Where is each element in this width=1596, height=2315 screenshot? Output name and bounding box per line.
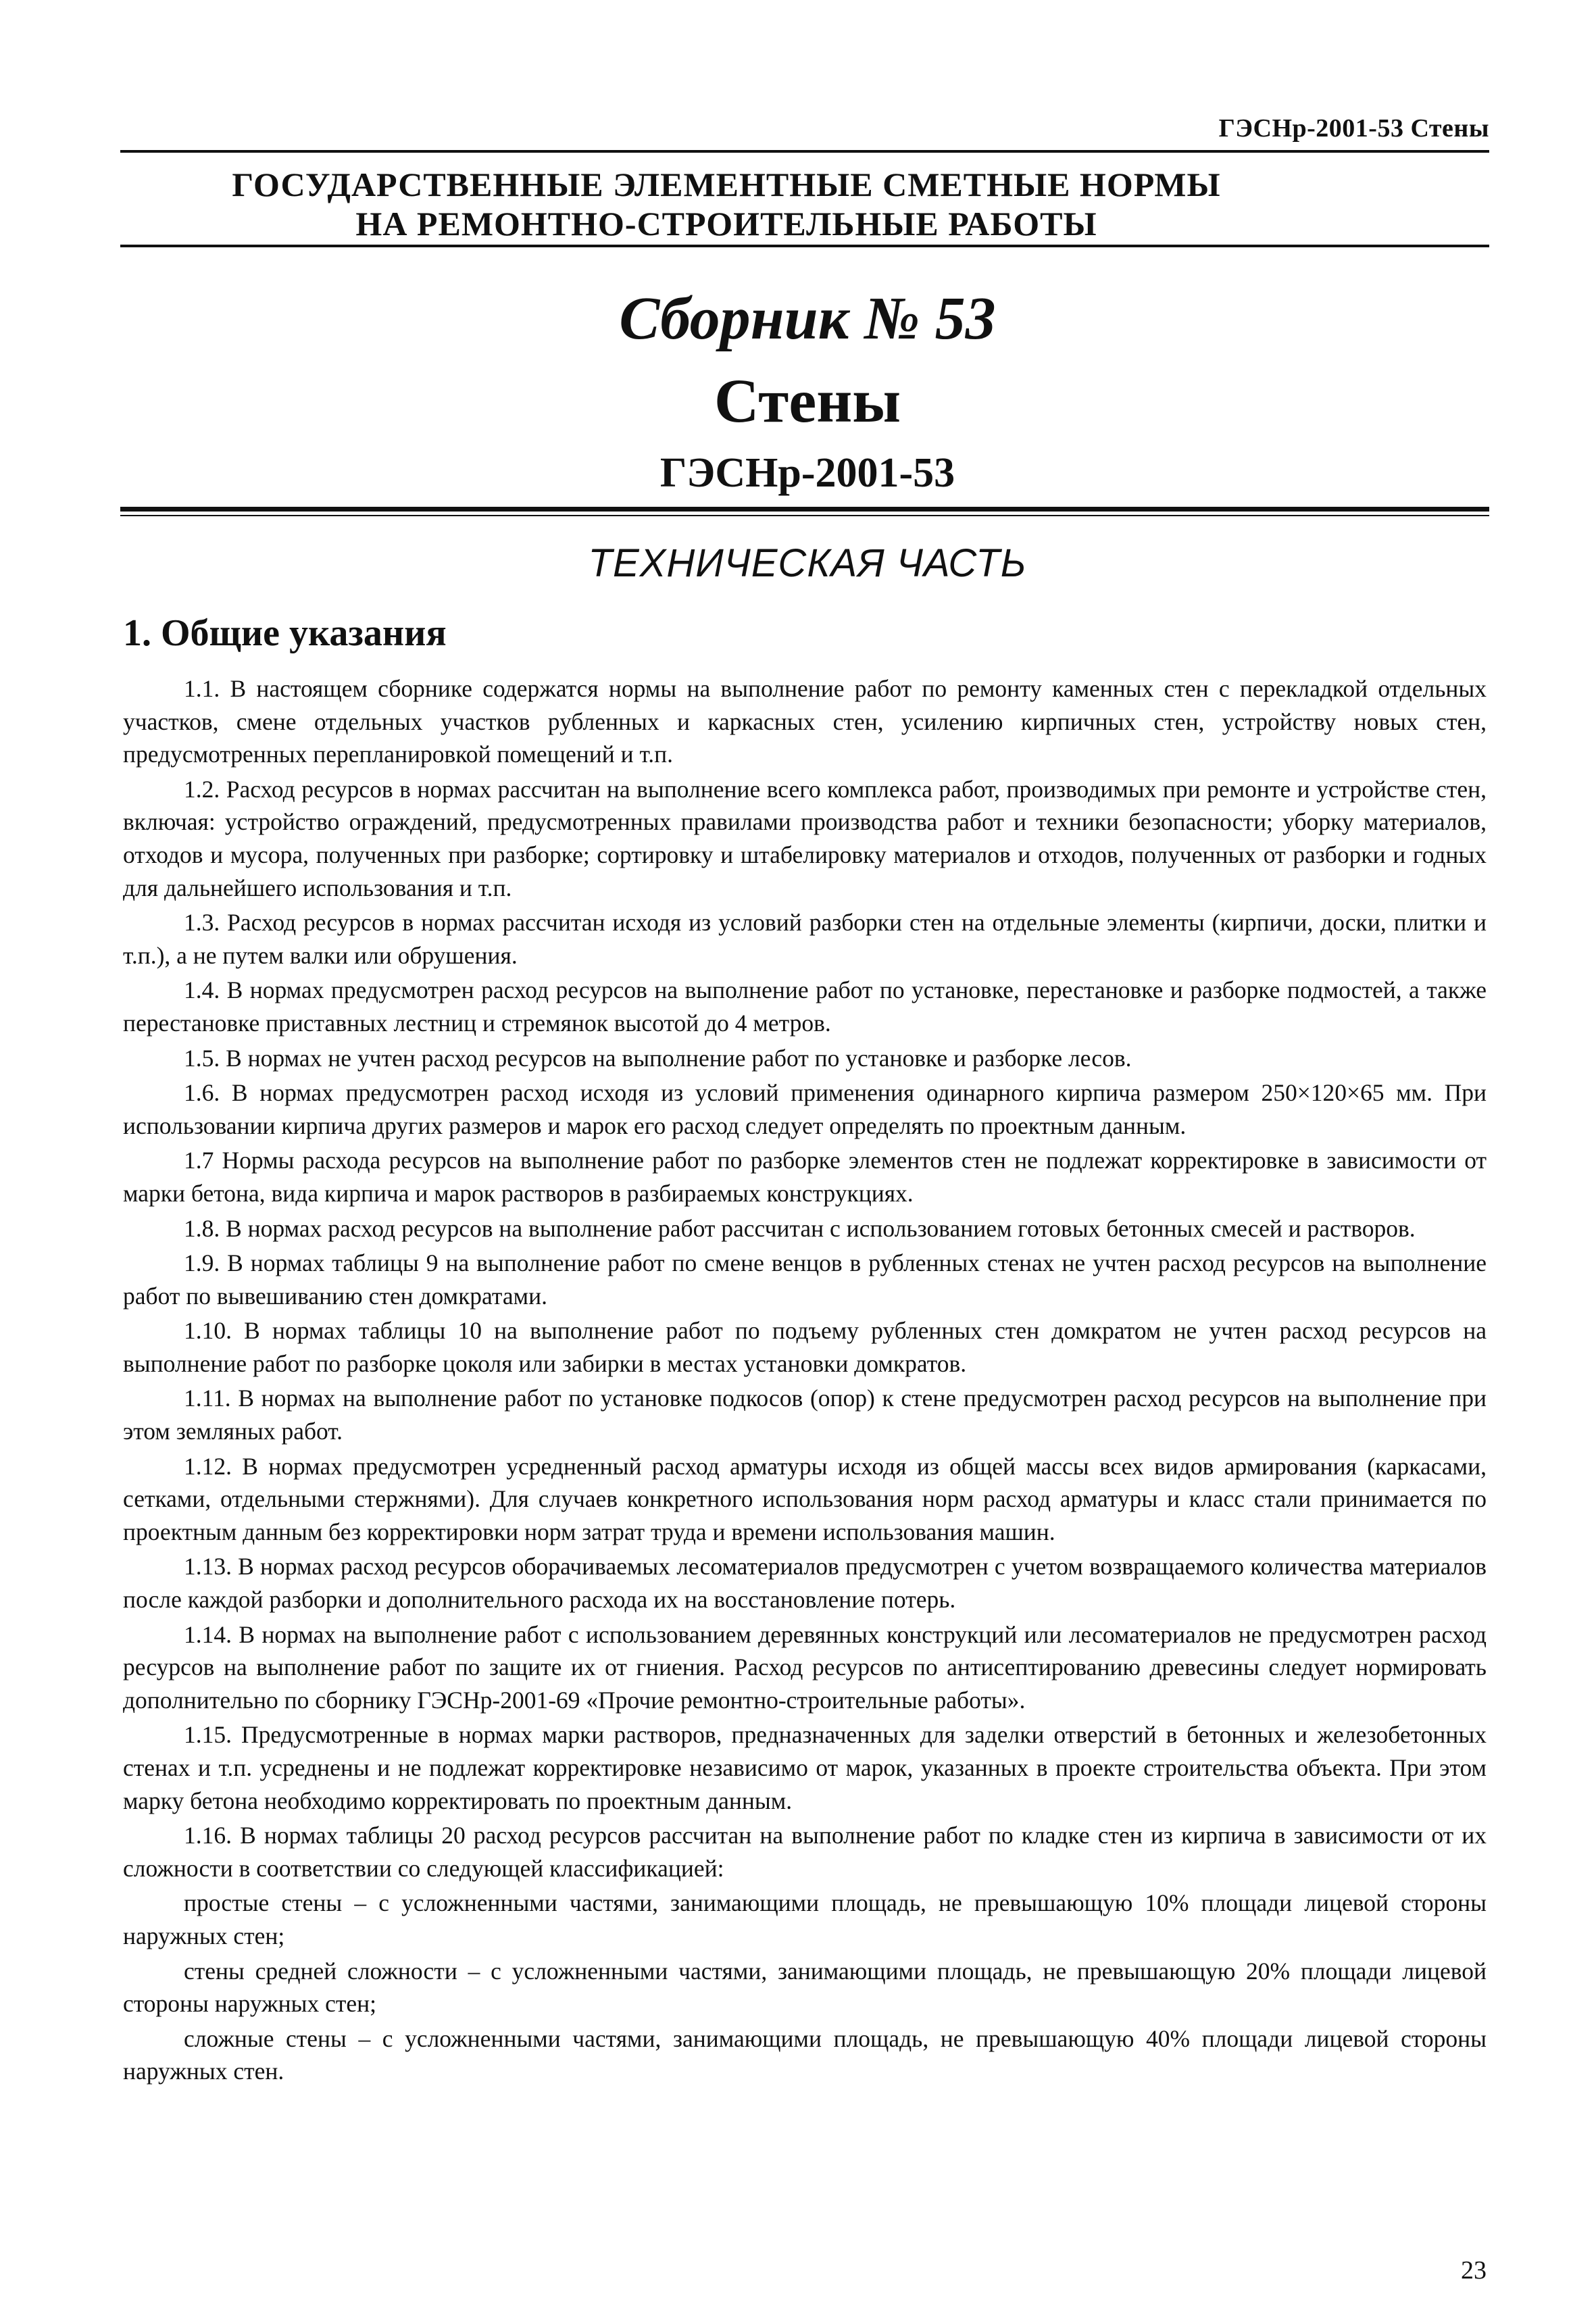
paragraph-1-14: 1.14. В нормах на выполнение работ с использованием деревянных конструкций или лесоматериалов не предусмотрен расход ресурсов на выполнение работ по защите их от гниения. Расход ресурсов по антисептированию древесины следует нормировать дополнительно по сборнику ГЭСНр-2001-69 «Прочие ремонтно-строительные работы». xyxy=(123,1620,1487,1714)
paragraph-1-5: 1.5. В нормах не учтен расход ресурсов на выполнение работ по установке и разборке лесов. xyxy=(184,1044,1132,1072)
paragraph-1-12: 1.12. В нормах предусмотрен усредненный расход арматуры исходя из общей массы всех видов армирования (каркасами, сетками, отдельными стержнями). Для случаев конкретного использования норм расход арматуры и класс стали принимается по проектным данным без корректировки норм затрат труда и времени использования машин. xyxy=(123,1452,1487,1545)
paragraph-1-10: 1.10. В нормах таблицы 10 на выполнение работ по подъему рубленных стен домкратом не учтен расход ресурсов на выполнение работ по разборке цоколя или забирки в местах установки домкратов. xyxy=(123,1317,1487,1377)
collection-title: Стены xyxy=(714,366,901,435)
paragraph-1-1: 1.1. В настоящем сборнике содержатся нормы на выполнение работ по ремонту каменных стен с перекладкой отдельных участков, смене отдельных участков рубленных и каркасных стен, усилению кирпичных стен, устройству новых стен, предусмотренных перепланировкой помещений и т.п. xyxy=(123,675,1487,768)
technical-part-heading: ТЕХНИЧЕСКАЯ ЧАСТЬ xyxy=(588,541,1027,585)
paragraph-1-9: 1.9. В нормах таблицы 9 на выполнение работ по смене венцов в рубленных стенах не учтен расход ресурсов на выполнение работ по вывешиванию стен домкратами. xyxy=(123,1249,1487,1310)
body-text xyxy=(123,672,1487,2088)
paragraph-1-3: 1.3. Расход ресурсов в нормах рассчитан исходя из условий разборки стен на отдельные элементы (кирпичи, доски, плитки и т.п.), а не путем валки или обрушения. xyxy=(123,909,1487,969)
collection-code: ГЭСНр-2001-53 xyxy=(659,450,955,496)
main-heading xyxy=(122,165,1331,243)
classification-complex-walls: сложные стены – с усложненными частями, занимающими площадь, не превышающую 40% площади лицевой стороны наружных стен. xyxy=(123,2024,1487,2085)
paragraph-1-4: 1.4. В нормах предусмотрен расход ресурсов на выполнение работ по установке, перестановке и разборке подмостей, а также перестановке приставных лестниц и стремянок высотой до 4 метров. xyxy=(123,976,1487,1037)
classification-simple-walls: простые стены – с усложненными частями, занимающими площадь, не превышающую 10% площади лицевой стороны наружных стен; xyxy=(123,1889,1487,1949)
paragraph-1-6: 1.6. В нормах предусмотрен расход исходя из условий применения одинарного кирпича размером 250×120×65 мм. При использовании кирпича других размеров и марок его расход следует определять по проектным данным. xyxy=(123,1079,1487,1139)
paragraph-1-11: 1.11. В нормах на выполнение работ по установке подкосов (опор) к стене предусмотрен расход ресурсов на выполнение при этом земляных работ. xyxy=(123,1385,1487,1445)
header-rule-top xyxy=(120,150,1489,153)
paragraph-1-13: 1.13. В нормах расход ресурсов оборачиваемых лесоматериалов предусмотрен с учетом возвращаемого количества материалов после каждой разборки и дополнительного расхода их на восстановление потерь. xyxy=(123,1553,1487,1614)
header-rule-bottom xyxy=(120,245,1489,247)
classification-medium-walls: стены средней сложности – с усложненными частями, занимающими площадь, не превышающую 20% площади лицевой стороны наружных стен; xyxy=(123,1957,1487,2018)
paragraph-1-8: 1.8. В нормах расход ресурсов на выполнение работ рассчитан с использованием готовых бетонных смесей и растворов. xyxy=(184,1214,1416,1242)
main-heading-line-1: ГОСУДАРСТВЕННЫЕ ЭЛЕМЕНТНЫЕ СМЕТНЫЕ НОРМЫ xyxy=(232,166,1221,203)
running-head: ГЭСНр-2001-53 Стены xyxy=(1218,114,1489,143)
title-rule-thick xyxy=(120,507,1489,512)
main-heading-line-2: НА РЕМОНТНО-СТРОИТЕЛЬНЫЕ РАБОТЫ xyxy=(355,205,1097,243)
title-rule-thin xyxy=(120,515,1489,516)
paragraph-1-15: 1.15. Предусмотренные в нормах марки растворов, предназначенных для заделки отверстий в бетонных и железобетонных стенах и т.п. усреднены и не подлежат корректировке независимо от марок, указанных в проекте строительства объекта. При этом марку бетона необходимо корректировать по проектным данным. xyxy=(123,1721,1487,1814)
page-number: 23 xyxy=(1461,2256,1487,2285)
section-heading: 1. Общие указания xyxy=(123,612,447,654)
collection-number: Сборник № 53 xyxy=(619,285,996,352)
paragraph-1-16: 1.16. В нормах таблицы 20 расход ресурсов рассчитан на выполнение работ по кладке стен из кирпича в зависимости от их сложности в соответствии со следующей классификацией: xyxy=(123,1822,1487,1882)
paragraph-1-2: 1.2. Расход ресурсов в нормах рассчитан на выполнение всего комплекса работ, производимых при ремонте и устройстве стен, включая: устройство ограждений, предусмотренных правилами производства работ и техники безопасности; уборку материалов, отходов и мусора, полученных при разборке; сортировку и штабелировку материалов и отходов, полученных от разборки и годных для дальнейшего использования и т.п. xyxy=(123,775,1487,901)
paragraph-1-7: 1.7 Нормы расхода ресурсов на выполнение работ по разборке элементов стен не подлежат корректировке в зависимости от марки бетона, вида кирпича и марок растворов в разбираемых конструкциях. xyxy=(123,1147,1487,1207)
